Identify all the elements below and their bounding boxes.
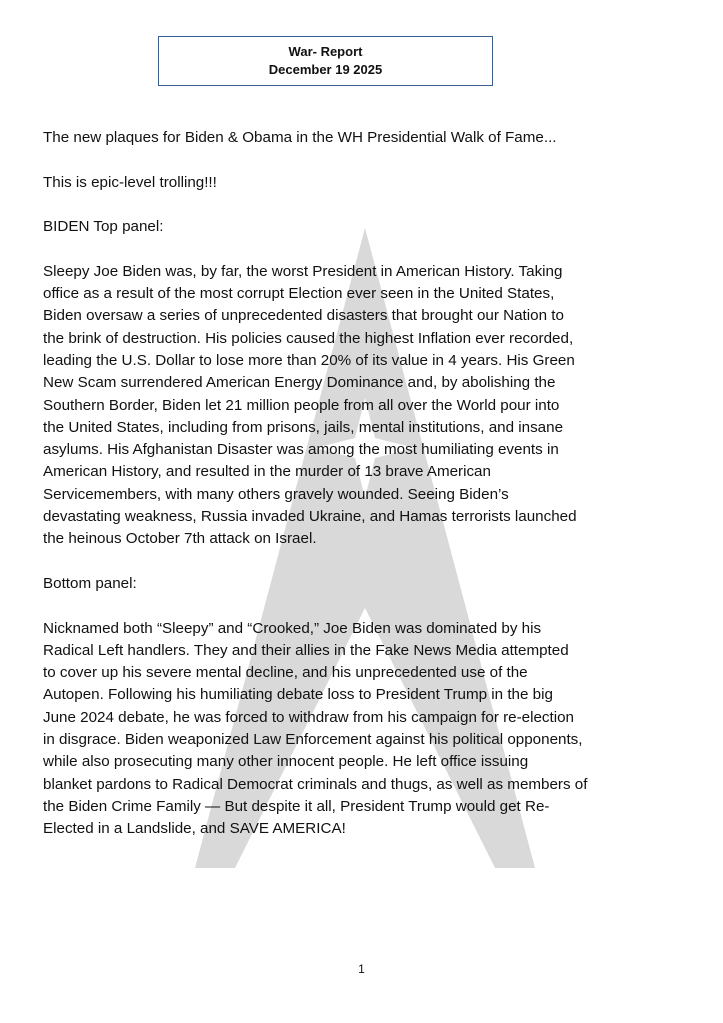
bottom-panel-line: Nicknamed both “Sleepy” and “Crooked,” Joe Biden was dominated by his xyxy=(43,619,542,637)
top-panel-line: asylums. His Afghanistan Disaster was among the most humiliating events in xyxy=(43,441,559,459)
bottom-panel-line: while also prosecuting many other innocent people. He left office issuing xyxy=(43,753,529,771)
bottom-panel-line: June 2024 debate, he was forced to withdraw from his campaign for re-election xyxy=(43,708,575,726)
top-panel-line: leading the U.S. Dollar to lose more than 20% of its value in 4 years. His Green xyxy=(43,351,575,369)
document-body xyxy=(43,127,693,863)
report-header-box xyxy=(158,36,493,86)
top-panel-line: devastating weakness, Russia invaded Ukraine, and Hamas terrorists launched xyxy=(43,508,577,526)
bottom-panel-line: Elected in a Landslide, and SAVE AMERICA! xyxy=(43,820,346,838)
intro-line: The new plaques for Biden & Obama in the WH Presidential Walk of Fame... xyxy=(43,129,557,146)
top-panel-line: the heinous October 7th attack on Israel. xyxy=(43,530,317,548)
bottom-panel-line: Radical Left handlers. They and their allies in the Fake News Media attempted xyxy=(43,641,569,659)
bottom-panel-line: Autopen. Following his humiliating debate loss to President Trump in the big xyxy=(43,686,553,704)
top-panel-line: the United States, including from prisons, jails, mental institutions, and insane xyxy=(43,418,564,436)
trolling-line: This is epic-level trolling!!! xyxy=(43,173,217,191)
top-panel-line: the brink of destruction. His policies caused the highest Inflation ever recorded, xyxy=(43,329,574,347)
top-panel-line: Sleepy Joe Biden was, by far, the worst President in American History. Taking xyxy=(43,262,563,280)
bottom-panel-paragraph xyxy=(43,618,693,841)
bottom-panel-line: to cover up his severe mental decline, and his unprecedented use of the xyxy=(43,664,528,682)
report-date: December 19 2025 xyxy=(268,62,383,77)
bottom-panel-heading: Bottom panel: xyxy=(43,574,137,592)
bottom-panel-line: blanket pardons to Radical Democrat criminals and thugs, as well as members of xyxy=(43,775,588,793)
top-panel-line: American History, and resulted in the murder of 13 brave American xyxy=(43,463,491,481)
page-number: 1 xyxy=(358,962,365,976)
top-panel-paragraph xyxy=(43,261,693,551)
top-panel-heading: BIDEN Top panel: xyxy=(43,218,164,236)
report-title: War- Report xyxy=(288,44,363,59)
top-panel-line: New Scam surrendered American Energy Dominance and, by abolishing the xyxy=(43,374,556,392)
top-panel-line: Biden oversaw a series of unprecedented disasters that brought our Nation to xyxy=(43,307,564,325)
top-panel-line: Southern Border, Biden let 21 million people from all over the World pour into xyxy=(43,396,560,414)
bottom-panel-line: the Biden Crime Family — But despite it all, President Trump would get Re- xyxy=(43,797,550,815)
bottom-panel-line: in disgrace. Biden weaponized Law Enforcement against his political opponents, xyxy=(43,731,583,749)
top-panel-line: office as a result of the most corrupt Election ever seen in the United States, xyxy=(43,285,555,303)
top-panel-line: Servicemembers, with many others gravely wounded. Seeing Biden’s xyxy=(43,485,509,503)
